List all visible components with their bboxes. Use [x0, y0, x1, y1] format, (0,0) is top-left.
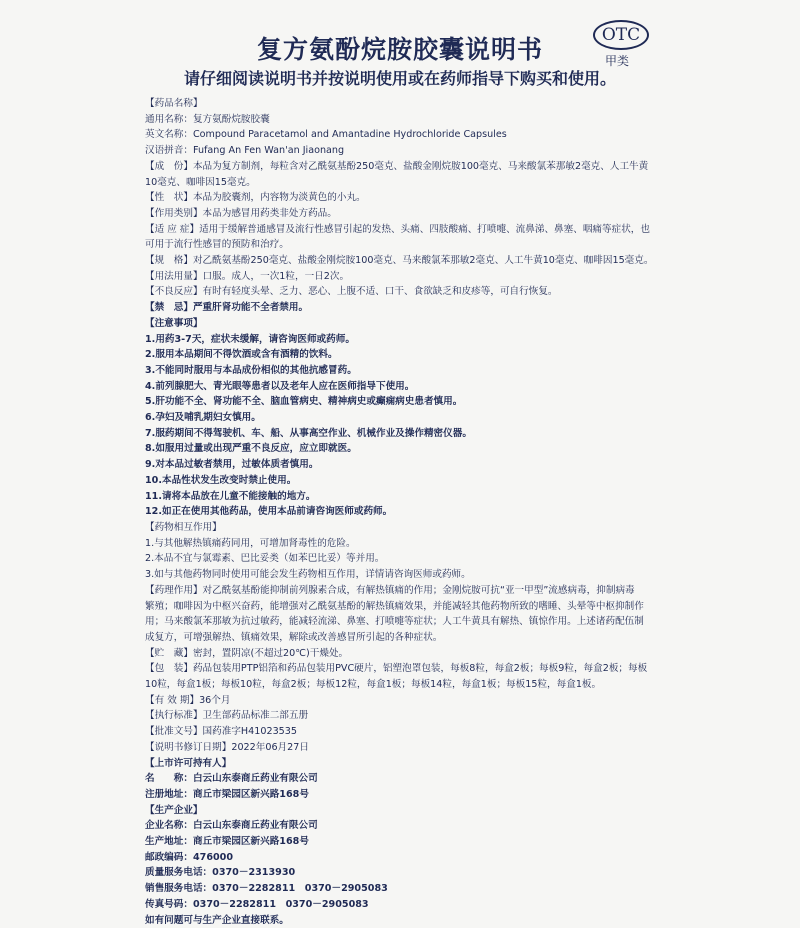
leaflet-line: 传真号码：0370－2282811 0370－2905083	[145, 898, 369, 910]
leaflet-line: 2.服用本品期间不得饮酒或含有酒精的饮料。	[145, 349, 338, 361]
leaflet-line: 8.如服用过量或出现严重不良反应，应立即就医。	[145, 443, 357, 455]
leaflet-line: 通用名称：复方氨酚烷胺胶囊	[145, 113, 270, 125]
leaflet-line: 用；马来酸氯苯那敏为抗过敏药，能减轻流涕、鼻塞、打喷嚏等症状；人工牛黄具有解热、镇惊作用。上述诸药配伍制	[145, 616, 644, 628]
leaflet-line: 如有问题可与生产企业直接联系。	[145, 914, 289, 926]
leaflet-line: 2.本品不宜与氯霉素、巴比妥类（如苯巴比妥）等并用。	[145, 553, 385, 565]
leaflet-line: 【包 装】药品包装用PTP铝箔和药品包装用PVC硬片，铝塑泡罩包装，每板8粒，每盒2板；每板9粒，每盒2板；每板	[145, 663, 648, 675]
leaflet-line: 可用于流行性感冒的预防和治疗。	[145, 239, 289, 251]
leaflet-line: 英文名称：Compound Paracetamol and Amantadine Hydrochloride Capsules	[145, 129, 507, 141]
leaflet-line: 【执行标准】卫生部药品标准二部五册	[145, 710, 309, 722]
leaflet-line: 名 称：白云山东泰商丘药业有限公司	[145, 773, 318, 785]
leaflet-line: 【生产企业】	[145, 804, 203, 816]
leaflet-line: 【注意事项】	[145, 317, 203, 329]
leaflet-line: 【说明书修订日期】2022年06月27日	[145, 741, 309, 753]
leaflet-line: 12.如正在使用其他药品，使用本品前请咨询医师或药师。	[145, 506, 393, 518]
leaflet-body	[145, 96, 675, 928]
otc-badge: OTC	[593, 20, 649, 50]
document-title: 复方氨酚烷胺胶囊说明书	[256, 35, 543, 64]
leaflet-line: 邮政编码：476000	[145, 851, 234, 863]
leaflet-line: 【成 份】本品为复方制剂，每粒含对乙酰氨基酚250毫克、盐酸金刚烷胺100毫克、马来酸氯苯那敏2毫克、人工牛黄	[145, 160, 649, 172]
leaflet-line: 【性 状】本品为胶囊剂，内容物为淡黄色的小丸。	[145, 192, 366, 204]
leaflet-line: 【不良反应】有时有轻度头晕、乏力、恶心、上腹不适、口干、食欲缺乏和皮疹等，可自行恢复。	[145, 286, 558, 298]
leaflet-line: 质量服务电话：0370－2313930	[145, 867, 296, 879]
leaflet-line: 【用法用量】口服。成人，一次1粒，一日2次。	[145, 270, 350, 282]
leaflet-line: 【药物相互作用】	[145, 521, 222, 533]
leaflet-line: 6.孕妇及哺乳期妇女慎用。	[145, 412, 261, 424]
leaflet-line: 注册地址：商丘市梁园区新兴路168号	[145, 788, 309, 800]
document-subtitle: 请仔细阅读说明书并按说明使用或在药师指导下购买和使用。	[183, 69, 616, 88]
leaflet-line: 4.前列腺肥大、青光眼等患者以及老年人应在医师指导下使用。	[145, 380, 415, 392]
leaflet-line: 9.对本品过敏者禁用，过敏体质者慎用。	[145, 459, 319, 471]
leaflet-line: 【适 应 症】适用于缓解普通感冒及流行性感冒引起的发热、头痛、四肢酸痛、打喷嚏、流鼻涕、鼻塞、咽痛等症状，也	[145, 223, 650, 235]
leaflet-line: 【作用类别】本品为感冒用药类非处方药品。	[145, 207, 337, 219]
otc-class-label: 甲类	[605, 54, 630, 68]
leaflet-line: 10粒，每盒1板；每板10粒，每盒2板；每板12粒，每盒1板；每板14粒，每盒1板；每板15粒，每盒1板。	[145, 679, 602, 691]
leaflet-line: 7.服药期间不得驾驶机、车、船、从事高空作业、机械作业及操作精密仪器。	[145, 427, 472, 439]
leaflet-line: 3.如与其他药物同时使用可能会发生药物相互作用，详情请咨询医师或药师。	[145, 569, 471, 581]
leaflet-line: 【批准文号】国药准字H41023535	[145, 726, 297, 738]
leaflet-line: 10.本品性状发生改变时禁止使用。	[145, 474, 297, 486]
leaflet-line: 【药品名称】	[145, 98, 203, 109]
leaflet-line: 企业名称：白云山东泰商丘药业有限公司	[145, 820, 318, 832]
leaflet-line: 【贮 藏】密封，置阴凉(不超过20℃)干燥处。	[145, 647, 349, 659]
leaflet-line: 3.不能同时服用与本品成份相似的其他抗感冒药。	[145, 364, 357, 376]
leaflet-line: 成复方，可增强解热、镇痛效果，解除或改善感冒所引起的各种症状。	[145, 631, 443, 643]
leaflet-line: 11.请将本品放在儿童不能接触的地方。	[145, 490, 316, 502]
leaflet-line: 【药理作用】对乙酰氨基酚能抑制前列腺素合成，有解热镇痛的作用；金刚烷胺可抗“亚一甲型”流感病毒，抑制病毒	[145, 584, 635, 596]
leaflet-line: 1.与其他解热镇痛药同用，可增加肾毒性的危险。	[145, 537, 356, 549]
leaflet-line: 1.用药3-7天，症状未缓解，请咨询医师或药师。	[145, 333, 355, 345]
leaflet-line: 【上市许可持有人】	[145, 757, 232, 769]
leaflet-line: 繁殖；咖啡因为中枢兴奋药，能增强对乙酰氨基酚的解热镇痛效果，并能减轻其他药物所致的嗜睡、头晕等中枢抑制作	[145, 600, 644, 612]
leaflet-line: 【禁 忌】严重肝肾功能不全者禁用。	[145, 302, 309, 314]
leaflet-line: 10毫克、咖啡因15毫克。	[145, 176, 256, 188]
leaflet-line: 汉语拼音：Fufang An Fen Wan'an Jiaonang	[145, 145, 345, 157]
leaflet-line: 生产地址：商丘市梁园区新兴路168号	[145, 836, 309, 848]
leaflet-line: 【有 效 期】36个月	[145, 694, 231, 706]
leaflet-line: 销售服务电话：0370－2282811 0370－2905083	[145, 883, 388, 895]
leaflet-line: 5.肝功能不全、肾功能不全、脑血管病史、精神病史或癫痫病史患者慎用。	[145, 396, 463, 408]
leaflet-line: 【规 格】对乙酰氨基酚250毫克、盐酸金刚烷胺100毫克、马来酸氯苯那敏2毫克、人工牛黄10毫克、咖啡因15毫克。	[145, 255, 654, 267]
